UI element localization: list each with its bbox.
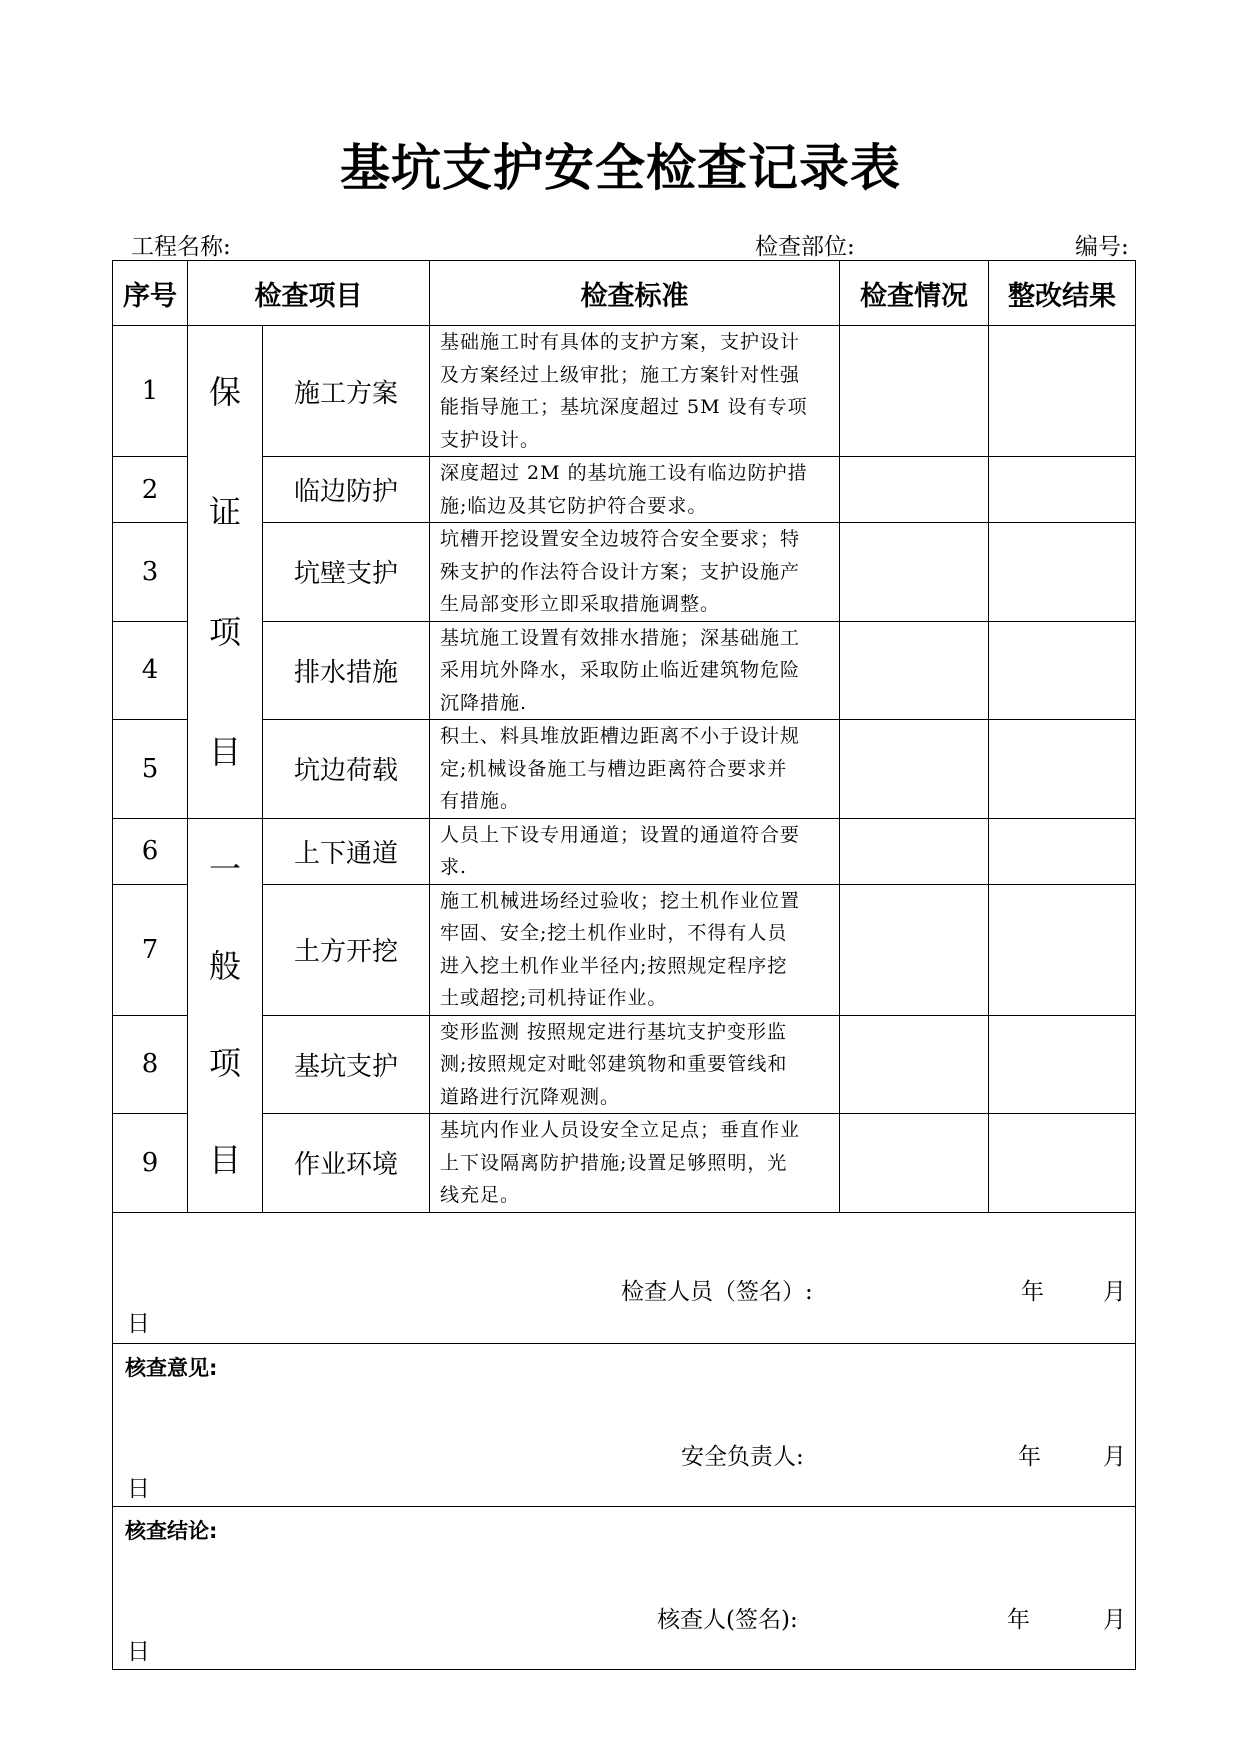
standard-line: 施工机械进场经过验收；挖土机作业位置	[440, 889, 801, 912]
status-cell[interactable]	[840, 884, 989, 1015]
standard-line: 坑槽开挖设置安全边坡符合安全要求；特	[440, 528, 801, 550]
result-cell[interactable]	[989, 818, 1136, 884]
standard-line: 沉降措施.	[440, 691, 528, 714]
day-label: 日	[127, 1310, 150, 1337]
row-number: 7	[113, 884, 188, 1015]
review-opinion-label: 核查意见:	[125, 1355, 218, 1380]
status-cell[interactable]	[840, 621, 989, 720]
status-cell[interactable]	[840, 1015, 989, 1114]
standard-line: 采用坑外降水，采取防止临近建筑物危险	[440, 659, 801, 681]
category-char: 目	[208, 732, 241, 771]
header-seq: 序号	[113, 261, 188, 326]
row-number: 8	[113, 1015, 188, 1114]
header-status: 检查情况	[840, 261, 989, 326]
standard-text	[430, 884, 840, 1015]
year-label: 年	[1007, 1606, 1030, 1633]
item-name: 排水措施	[263, 621, 430, 720]
category-char: 证	[208, 492, 241, 531]
status-cell[interactable]	[840, 1114, 989, 1213]
standard-line: 线充足。	[440, 1184, 521, 1206]
standard-text	[430, 720, 840, 819]
item-name: 上下通道	[263, 818, 430, 884]
standard-text	[430, 326, 840, 457]
item-name: 基坑支护	[263, 1015, 430, 1114]
standard-line: 人员上下设专用通道；设置的通道符合要	[440, 823, 801, 846]
category-char: 项	[208, 612, 241, 651]
row-number: 2	[113, 457, 188, 523]
result-cell[interactable]	[989, 621, 1136, 720]
standard-line: 生局部变形立即采取措施调整。	[440, 593, 721, 615]
result-cell[interactable]	[989, 884, 1136, 1015]
status-cell[interactable]	[840, 326, 989, 457]
item-name: 坑边荷载	[263, 720, 430, 819]
year-label: 年	[1018, 1443, 1041, 1470]
inspector-sign-label: 检查人员（签名）:	[621, 1278, 813, 1305]
standard-line: 有措施。	[440, 790, 521, 812]
standard-line: 道路进行沉降观测。	[440, 1085, 621, 1108]
standard-text	[430, 1114, 840, 1213]
category-general	[188, 818, 263, 1212]
result-cell[interactable]	[989, 720, 1136, 819]
header-item: 检查项目	[188, 261, 430, 326]
status-cell[interactable]	[840, 523, 989, 622]
serial-no-label: 编号:	[1075, 234, 1129, 260]
row-number: 6	[113, 818, 188, 884]
standard-line: 深度超过 2M 的基坑施工设有临边防护措	[440, 462, 808, 484]
header-standard: 检查标准	[430, 261, 840, 326]
page-title: 基坑支护安全检查记录表	[340, 139, 901, 197]
standard-text	[430, 818, 840, 884]
standard-line: 殊支护的作法符合设计方案；支护设施产	[440, 560, 801, 583]
row-number: 9	[113, 1114, 188, 1213]
project-name-label: 工程名称:	[131, 234, 231, 260]
day-label: 日	[127, 1475, 150, 1502]
standard-line: 施;临边及其它防护符合要求。	[440, 494, 708, 517]
month-label: 月	[1103, 1443, 1126, 1470]
standard-line: 进入挖土机作业半径内;按照规定程序挖	[440, 954, 788, 977]
header-result: 整改结果	[989, 261, 1136, 326]
standard-line: 积土、料具堆放距槽边距离不小于设计规	[440, 725, 801, 747]
status-cell[interactable]	[840, 457, 989, 523]
standard-line: 求.	[440, 856, 468, 878]
standard-line: 及方案经过上级审批；施工方案针对性强	[440, 363, 801, 386]
row-number: 5	[113, 720, 188, 819]
item-name: 临边防护	[263, 457, 430, 523]
review-opinion-section[interactable]	[113, 1343, 1136, 1506]
year-label: 年	[1021, 1278, 1044, 1305]
review-conclusion-label: 核查结论:	[125, 1518, 218, 1543]
category-char: 一	[208, 850, 241, 888]
standard-line: 能指导施工；基坑深度超过 5M 设有专项	[440, 396, 808, 418]
standard-text	[430, 1015, 840, 1114]
standard-text	[430, 523, 840, 622]
standard-line: 测;按照规定对毗邻建筑物和重要管线和	[440, 1053, 788, 1075]
reviewer-sign-label: 核查人(签名):	[657, 1606, 798, 1633]
category-char: 项	[208, 1044, 241, 1082]
standard-text	[430, 457, 840, 523]
month-label: 月	[1103, 1278, 1126, 1305]
inspector-sign-section[interactable]	[113, 1212, 1136, 1343]
standard-line: 牢固、安全;挖土机作业时，不得有人员	[440, 922, 788, 944]
item-name: 坑壁支护	[263, 523, 430, 622]
standard-line: 基础施工时有具体的支护方案，支护设计	[440, 331, 801, 353]
inspect-location-label: 检查部位:	[755, 234, 855, 260]
standard-line: 变形监测 按照规定进行基坑支护变形监	[440, 1020, 788, 1043]
month-label: 月	[1103, 1606, 1126, 1633]
category-char: 目	[208, 1141, 241, 1179]
standard-line: 基坑内作业人员设安全立足点；垂直作业	[440, 1119, 801, 1141]
result-cell[interactable]	[989, 457, 1136, 523]
status-cell[interactable]	[840, 818, 989, 884]
row-number: 4	[113, 621, 188, 720]
status-cell[interactable]	[840, 720, 989, 819]
item-name: 土方开挖	[263, 884, 430, 1015]
standard-line: 基坑施工设置有效排水措施；深基础施工	[440, 626, 801, 649]
standard-line: 定;机械设备施工与槽边距离符合要求并	[440, 757, 788, 780]
category-guarantee	[188, 326, 263, 819]
row-number: 1	[113, 326, 188, 457]
inspection-table	[112, 260, 1136, 1670]
standard-line: 支护设计。	[440, 428, 541, 451]
result-cell[interactable]	[989, 1114, 1136, 1213]
row-number: 3	[113, 523, 188, 622]
result-cell[interactable]	[989, 326, 1136, 457]
review-conclusion-section[interactable]	[113, 1506, 1136, 1669]
result-cell[interactable]	[989, 523, 1136, 622]
category-char: 保	[208, 372, 241, 411]
standard-text	[430, 621, 840, 720]
category-char: 般	[208, 947, 241, 985]
result-cell[interactable]	[989, 1015, 1136, 1114]
item-name: 作业环境	[263, 1114, 430, 1213]
safety-officer-label: 安全负责人:	[681, 1443, 804, 1470]
standard-line: 土或超挖;司机持证作业。	[440, 987, 668, 1009]
item-name: 施工方案	[263, 326, 430, 457]
day-label: 日	[127, 1638, 150, 1665]
standard-line: 上下设隔离防护措施;设置足够照明，光	[440, 1151, 788, 1174]
